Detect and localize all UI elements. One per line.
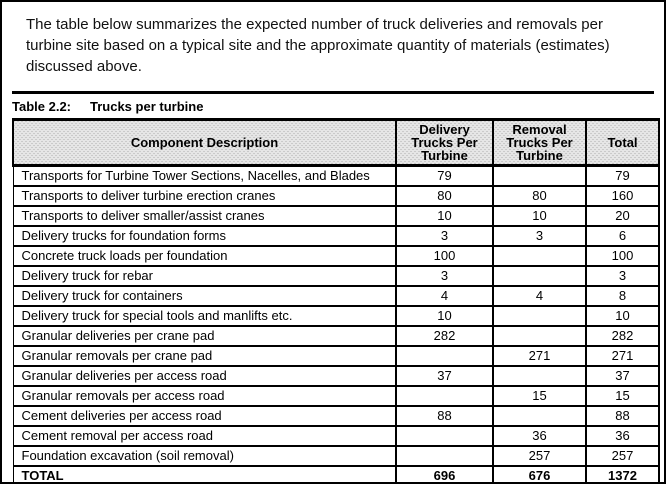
component-description-cell: TOTAL <box>13 466 396 484</box>
value-cell: 4 <box>493 286 586 306</box>
value-cell: 676 <box>493 466 586 484</box>
table-row <box>13 246 659 266</box>
component-description-cell: Cement deliveries per access road <box>13 406 396 426</box>
value-cell: 282 <box>586 326 659 346</box>
value-cell: 257 <box>586 446 659 466</box>
component-description-cell: Granular deliveries per access road <box>13 366 396 386</box>
value-cell: 6 <box>586 226 659 246</box>
column-header-delivery-trucks: Delivery Trucks Per Turbine <box>396 120 493 166</box>
value-cell <box>493 246 586 266</box>
value-cell: 8 <box>586 286 659 306</box>
table-row <box>13 326 659 346</box>
value-cell: 3 <box>396 266 493 286</box>
table-row <box>13 386 659 406</box>
table-row <box>13 346 659 366</box>
component-description-cell: Foundation excavation (soil removal) <box>13 446 396 466</box>
table-caption <box>12 99 654 114</box>
value-cell: 100 <box>586 246 659 266</box>
table-row <box>13 226 659 246</box>
value-cell: 36 <box>586 426 659 446</box>
value-cell: 36 <box>493 426 586 446</box>
value-cell: 160 <box>586 186 659 206</box>
table-row <box>13 406 659 426</box>
value-cell <box>493 366 586 386</box>
value-cell: 15 <box>493 386 586 406</box>
value-cell: 80 <box>493 186 586 206</box>
component-description-cell: Transports for Turbine Tower Sections, Nacelles, and Blades <box>13 166 396 186</box>
table-row <box>13 306 659 326</box>
component-description-cell: Delivery truck for containers <box>13 286 396 306</box>
value-cell: 88 <box>586 406 659 426</box>
value-cell: 88 <box>396 406 493 426</box>
table-caption-label: Table 2.2: <box>12 99 72 114</box>
value-cell: 271 <box>586 346 659 366</box>
value-cell: 79 <box>396 166 493 186</box>
column-header-component-description: Component Description <box>13 120 396 166</box>
component-description-cell: Granular removals per access road <box>13 386 396 406</box>
component-description-cell: Transports to deliver turbine erection cranes <box>13 186 396 206</box>
table-header-row <box>13 120 659 166</box>
component-description-cell: Granular removals per crane pad <box>13 346 396 366</box>
table-caption-title: Trucks per turbine <box>90 99 204 114</box>
component-description-cell: Delivery truck for rebar <box>13 266 396 286</box>
value-cell: 10 <box>493 206 586 226</box>
table-row <box>13 206 659 226</box>
column-header-removal-trucks: Removal Trucks Per Turbine <box>493 120 586 166</box>
value-cell: 1372 <box>586 466 659 484</box>
value-cell: 271 <box>493 346 586 366</box>
table-row <box>13 446 659 466</box>
table-body <box>13 166 659 484</box>
value-cell: 100 <box>396 246 493 266</box>
value-cell <box>493 266 586 286</box>
value-cell <box>396 426 493 446</box>
table-row <box>13 286 659 306</box>
component-description-cell: Delivery trucks for foundation forms <box>13 226 396 246</box>
value-cell <box>493 166 586 186</box>
value-cell: 79 <box>586 166 659 186</box>
value-cell <box>493 326 586 346</box>
total-row <box>13 466 659 484</box>
value-cell <box>493 406 586 426</box>
value-cell: 10 <box>396 206 493 226</box>
value-cell: 10 <box>586 306 659 326</box>
value-cell: 3 <box>586 266 659 286</box>
component-description-cell: Concrete truck loads per foundation <box>13 246 396 266</box>
value-cell: 3 <box>493 226 586 246</box>
horizontal-rule <box>12 91 654 94</box>
value-cell: 15 <box>586 386 659 406</box>
intro-paragraph: The table below summarizes the expected number of truck deliveries and removals per turbine site based on a typical site and the approximate quantity of materials (estimates) discussed above. <box>26 16 610 75</box>
component-description-cell: Cement removal per access road <box>13 426 396 446</box>
component-description-cell: Granular deliveries per crane pad <box>13 326 396 346</box>
value-cell: 696 <box>396 466 493 484</box>
column-header-total: Total <box>586 120 659 166</box>
value-cell <box>396 386 493 406</box>
component-description-cell: Delivery truck for special tools and manlifts etc. <box>13 306 396 326</box>
value-cell: 37 <box>396 366 493 386</box>
value-cell: 20 <box>586 206 659 226</box>
table-row <box>13 366 659 386</box>
table-row <box>13 166 659 186</box>
value-cell: 80 <box>396 186 493 206</box>
value-cell: 37 <box>586 366 659 386</box>
value-cell <box>493 306 586 326</box>
value-cell: 4 <box>396 286 493 306</box>
table-row <box>13 426 659 446</box>
value-cell: 3 <box>396 226 493 246</box>
value-cell: 10 <box>396 306 493 326</box>
trucks-per-turbine-table <box>12 118 660 484</box>
value-cell: 282 <box>396 326 493 346</box>
value-cell <box>396 446 493 466</box>
component-description-cell: Transports to deliver smaller/assist cranes <box>13 206 396 226</box>
value-cell: 257 <box>493 446 586 466</box>
table-row <box>13 186 659 206</box>
table-row <box>13 266 659 286</box>
value-cell <box>396 346 493 366</box>
